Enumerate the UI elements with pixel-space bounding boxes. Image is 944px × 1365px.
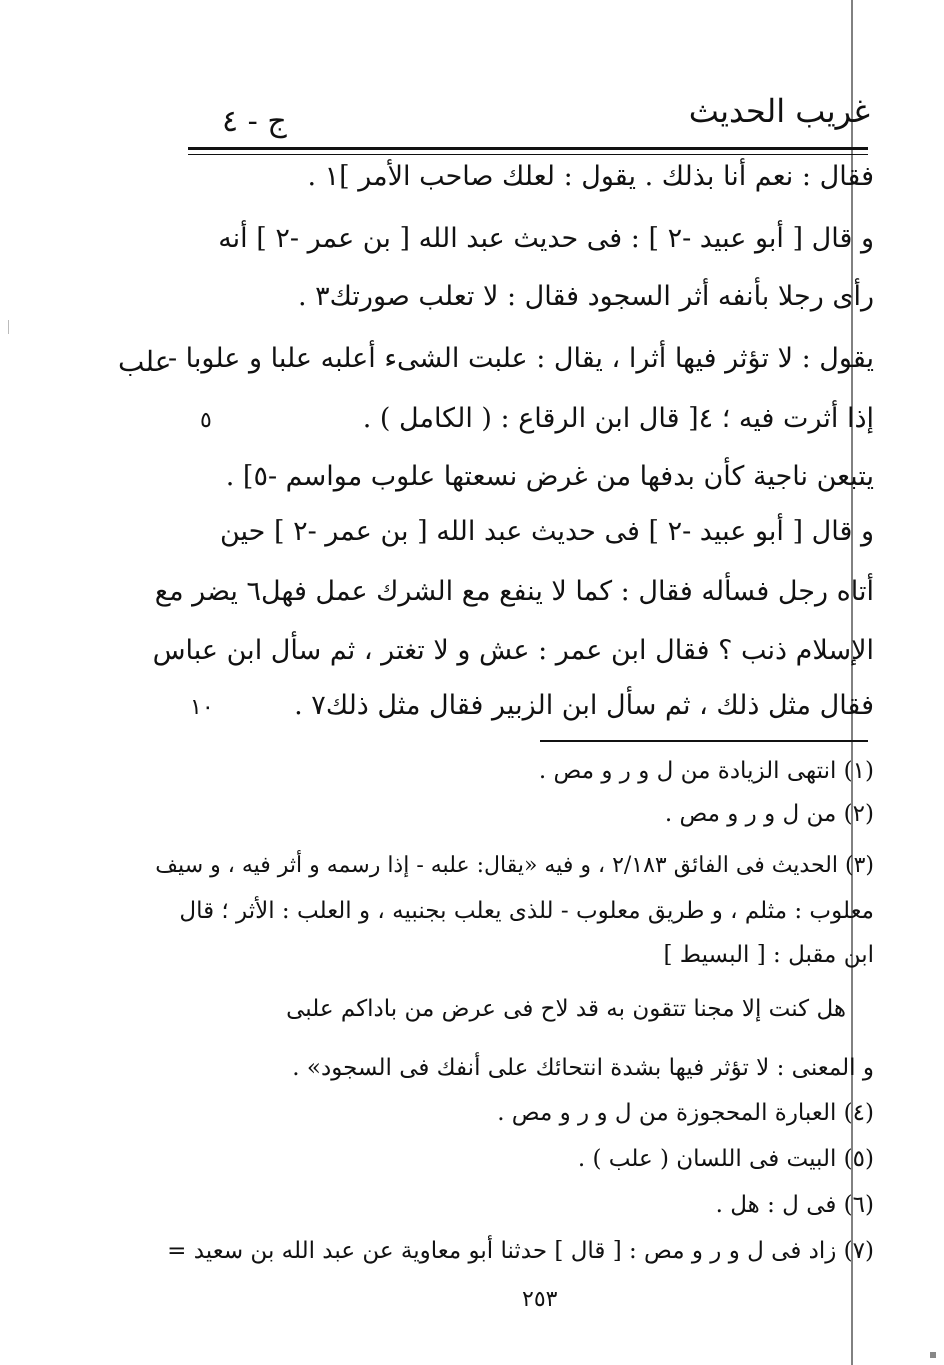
body-line-5: إذا أثرت فيه ؛ ٤[ قال ابن الرقاع : ( الكامل ) . (362, 403, 874, 434)
header-rule-thick (188, 147, 868, 150)
scan-corner-mark (930, 1352, 936, 1358)
footnote-4: (٤) العبارة المحجوزة من ل و ر و مص . (497, 1100, 874, 1126)
line-number-10: ١٠ (190, 695, 214, 720)
running-title: غريب الحديث (688, 92, 870, 130)
footnote-rule (540, 740, 868, 742)
volume-label: ج - ٤ (222, 104, 287, 139)
scan-speck (8, 320, 9, 334)
body-line-2: و قال [ أبو عبيد -٢ ] : فى حديث عبد الله [ بن عمر -٢ ] أنه (218, 223, 874, 254)
footnote-3-line-3: ابن مقبل : [ البسيط ] (663, 942, 874, 968)
footnote-3-line-2: معلوب : مثلم ، و طريق معلوب - للذى يعلب بجنبيه ، و العلب : الأثر ؛ قال (179, 898, 874, 924)
footnote-6: (٦) فى ل : هل . (715, 1192, 874, 1218)
footnote-5: (٥) البيت فى اللسان ( علب ) . (577, 1146, 874, 1172)
line-number-5: ٥ (200, 408, 212, 433)
body-line-9: الإسلام ذنب ؟ فقال ابن عمر : عش و لا تغتر ، ثم سأل ابن عباس (152, 635, 874, 666)
footnote-3-line-1: (٣) الحديث فى الفائق ٢/١٨٣ ، و فيه «يقال: علبه - إذا رسمه و أثر فيه ، و سيف (155, 853, 874, 878)
body-line-10: فقال مثل ذلك ، ثم سأل ابن الزبير فقال مثل ذلك٧ . (294, 690, 874, 721)
body-line-4: يقول : لا تؤثر فيها أثرا ، يقال : علبت الشىء أعلبه علبا و علوبا - (167, 343, 874, 374)
page-number: ٢٥٣ (522, 1287, 558, 1312)
body-line-6-verse: يتبعن ناجية كأن بدفها من غرض نسعتها علوب مواسم -٥] . (225, 461, 874, 492)
footnote-7: (٧) زاد فى ل و ر و مص : [ قال ] حدثنا أبو معاوية عن عبد الله بن سعيد = (167, 1238, 874, 1264)
margin-keyword: علب (118, 345, 172, 378)
footnote-3-verse: هل كنت إلا مجنا تتقون به قد لاح فى عرض من باداكم علبى (286, 996, 846, 1022)
body-line-8: أتاه رجل فسأله فقال : كما لا ينفع مع الشرك عمل فهل٦ يضر مع (154, 576, 874, 607)
body-line-1: فقال : نعم أنا بذلك . يقول : لعلك صاحب الأمر ]١ . (307, 161, 874, 192)
footnote-2: (٢) من ل و ر و مص . (664, 801, 874, 827)
footnote-3-line-5: و المعنى : لا تؤثر فيها بشدة انتحائك على أنفك فى السجود» . (292, 1055, 874, 1081)
body-line-7: و قال [ أبو عبيد -٢ ] فى حديث عبد الله [ بن عمر -٢ ] حين (219, 516, 874, 547)
footnote-1: (١) انتهى الزيادة من ل و ر و مص . (538, 758, 874, 784)
body-line-3: رأى رجلا بأنفه أثر السجود فقال : لا تعلب صورتك٣ . (297, 281, 874, 312)
header-rule-thin (188, 154, 868, 155)
